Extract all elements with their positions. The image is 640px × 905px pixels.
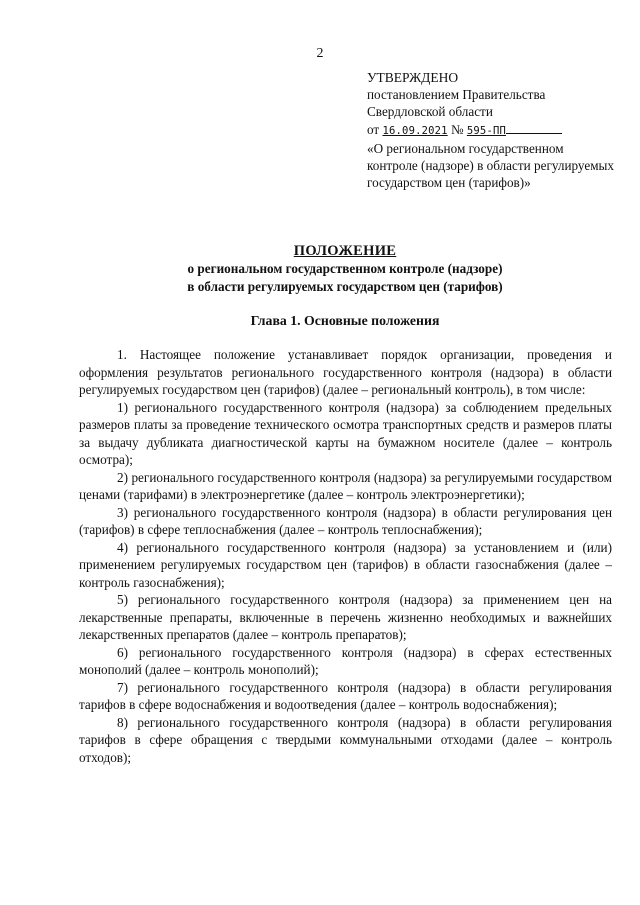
document-subtitle-2: в области регулируемых государством цен (тарифов): [187, 278, 503, 294]
body-text: [79, 346, 612, 766]
list-item-6: 6) регионального государственного контроля (надзора) в сферах естественных монополий (далее – контроль монополий);: [79, 644, 612, 677]
approval-line-1: постановлением Правительства: [367, 87, 546, 103]
list-item-7: 7) регионального государственного контроля (надзора) в области регулирования тарифов в сфере водоснабжения и водоотведения (далее – контроль водоснабжения);: [79, 679, 612, 712]
approval-date: 16.09.2021: [382, 124, 448, 137]
date-prefix: от: [367, 121, 380, 137]
list-item-2: 2) регионального государственного контроля (надзора) за регулируемыми государством ценами (тарифами) в электроэнергетике (далее – контроль электроэнергетики);: [79, 469, 612, 502]
approval-number: 595-ПП: [466, 124, 507, 137]
list-item-8: 8) регионального государственного контроля (надзора) в области регулирования тарифов в сфере обращения с твердыми коммунальными отходами (далее – контроль отходов);: [79, 714, 612, 765]
list-item-3: 3) регионального государственного контроля (надзора) в области регулирования цен (тарифов) в сфере теплоснабжения (далее – контроль теплоснабжения);: [79, 504, 612, 537]
approval-line-2: Свердловской области: [367, 104, 493, 120]
number-sign: №: [451, 121, 464, 137]
chapter-title: Глава 1. Основные положения: [250, 313, 440, 328]
page-number: 2: [316, 46, 324, 61]
list-item-5: 5) регионального государственного контроля (надзора) за применением цен на лекарственные препараты, включенные в перечень жизненно необходимых и важнейших лекарственных препаратов (далее – контроль препаратов);: [79, 592, 612, 642]
list-item-4: 4) регионального государственного контроля (надзора) за установлением и (или) применением регулируемых государством цен (тарифов) в области газоснабжения (далее – контроль газоснабжения);: [79, 539, 612, 590]
title-block: [0, 242, 640, 295]
document-title: ПОЛОЖЕНИЕ: [293, 243, 397, 259]
approval-stamp: [367, 69, 617, 191]
approval-reference: «О региональном государственном контроле (надзоре) в области регулируемых государством цен (тарифов)»: [367, 140, 614, 191]
list-item-1: 1) регионального государственного контроля (надзора) за соблюдением предельных размеров платы за проведение технического осмотра транспортных средств и размеров платы за выдачу дубликата диагностической карты на бумажном носителе (далее – контроль осмотра);: [79, 399, 612, 467]
number-underline: [506, 123, 562, 134]
approved-label: УТВЕРЖДЕНО: [367, 70, 459, 85]
approval-date-line: [367, 121, 617, 140]
document-subtitle-1: о региональном государственном контроле (надзоре): [187, 261, 503, 276]
paragraph-1: 1. Настоящее положение устанавливает порядок организации, проведения и оформления результатов регионального государственного контроля (надзора) в области регулируемых государством цен (тарифов) (далее – региональный контроль), в том числе:: [79, 347, 612, 397]
